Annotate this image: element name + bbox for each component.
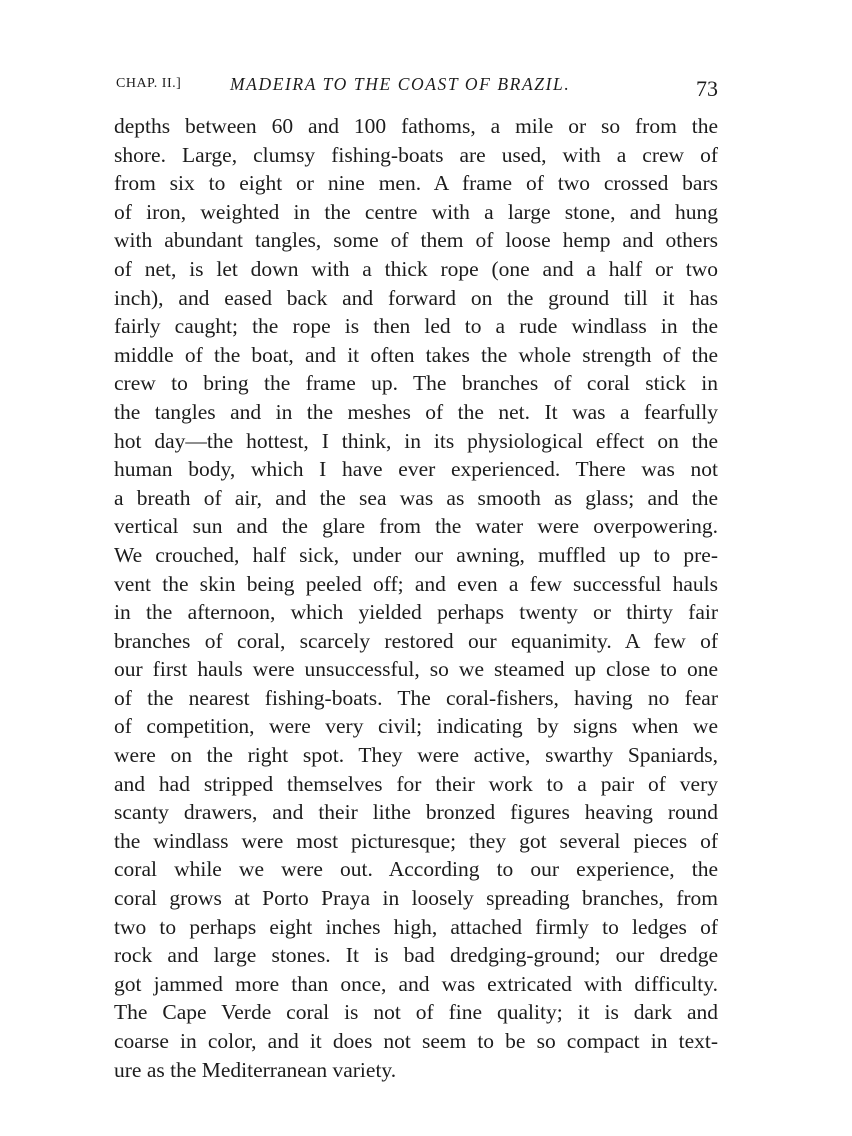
text-line: our first hauls were unsuccessful, so we steamed up close to one [114, 657, 718, 682]
text-line: human body, which I have ever experienced. There was not [114, 457, 718, 482]
text-line: hot day—the hottest, I think, in its physiological effect on the [114, 428, 718, 453]
text-line: rock and large stones. It is bad dredging-ground; our dredge [114, 943, 718, 968]
text-line: coral grows at Porto Praya in loosely spreading branches, from [114, 886, 718, 911]
text-line: coarse in color, and it does not seem to be so compact in text- [114, 1029, 718, 1053]
text-line: shore. Large, clumsy fishing-boats are used, with a crew of [114, 142, 718, 167]
text-line: two to perhaps eight inches high, attached firmly to ledges of [114, 914, 718, 939]
text-line: depths between 60 and 100 fathoms, a mile or so from the [114, 114, 718, 138]
text-line: coral while we were out. According to our experience, the [114, 857, 718, 882]
text-line: and had stripped themselves for their work to a pair of very [114, 771, 718, 796]
text-line: a breath of air, and the sea was as smooth as glass; and the [114, 485, 718, 510]
text-line: fairly caught; the rope is then led to a rude windlass in the [114, 314, 718, 339]
text-line: scanty drawers, and their lithe bronzed figures heaving round [114, 800, 718, 825]
text-line: got jammed more than once, and was extricated with difficulty. [114, 971, 718, 996]
text-line: vertical sun and the glare from the water were overpowering. [114, 514, 718, 539]
text-line: vent the skin being peeled off; and even a few successful hauls [114, 571, 718, 596]
text-line: were on the right spot. They were active, swarthy Spaniards, [114, 743, 718, 768]
body-text [114, 112, 718, 1084]
page-number: 73 [696, 76, 718, 101]
text-line: of iron, weighted in the centre with a large stone, and hung [114, 199, 718, 224]
text-line: from six to eight or nine men. A frame of two crossed bars [114, 171, 718, 196]
text-line: with abundant tangles, some of them of loose hemp and others [114, 228, 718, 253]
text-line: crew to bring the frame up. The branches of coral stick in [114, 371, 718, 396]
text-line: the tangles and in the meshes of the net. It was a fearfully [114, 399, 718, 424]
text-line: inch), and eased back and forward on the ground till it has [114, 285, 718, 310]
running-title: MADEIRA TO THE COAST OF BRAZIL. [230, 74, 571, 94]
text-line: of competition, were very civil; indicating by signs when we [114, 714, 718, 739]
text-line: the windlass were most picturesque; they got several pieces of [114, 828, 718, 853]
text-line: We crouched, half sick, under our awning, muffled up to pre- [114, 542, 718, 567]
text-line: middle of the boat, and it often takes the whole strength of the [114, 342, 718, 367]
text-line: of net, is let down with a thick rope (one and a half or two [114, 256, 718, 281]
text-line: The Cape Verde coral is not of fine quality; it is dark and [114, 1000, 718, 1025]
text-line: in the afternoon, which yielded perhaps twenty or thirty fair [114, 600, 718, 625]
chapter-label: CHAP. II.] [116, 76, 182, 91]
text-line-last: ure as the Mediterranean variety. [114, 1057, 397, 1082]
text-line: of the nearest fishing-boats. The coral-fishers, having no fear [114, 685, 718, 710]
running-head [116, 76, 718, 108]
text-line: branches of coral, scarcely restored our equanimity. A few of [114, 628, 718, 653]
